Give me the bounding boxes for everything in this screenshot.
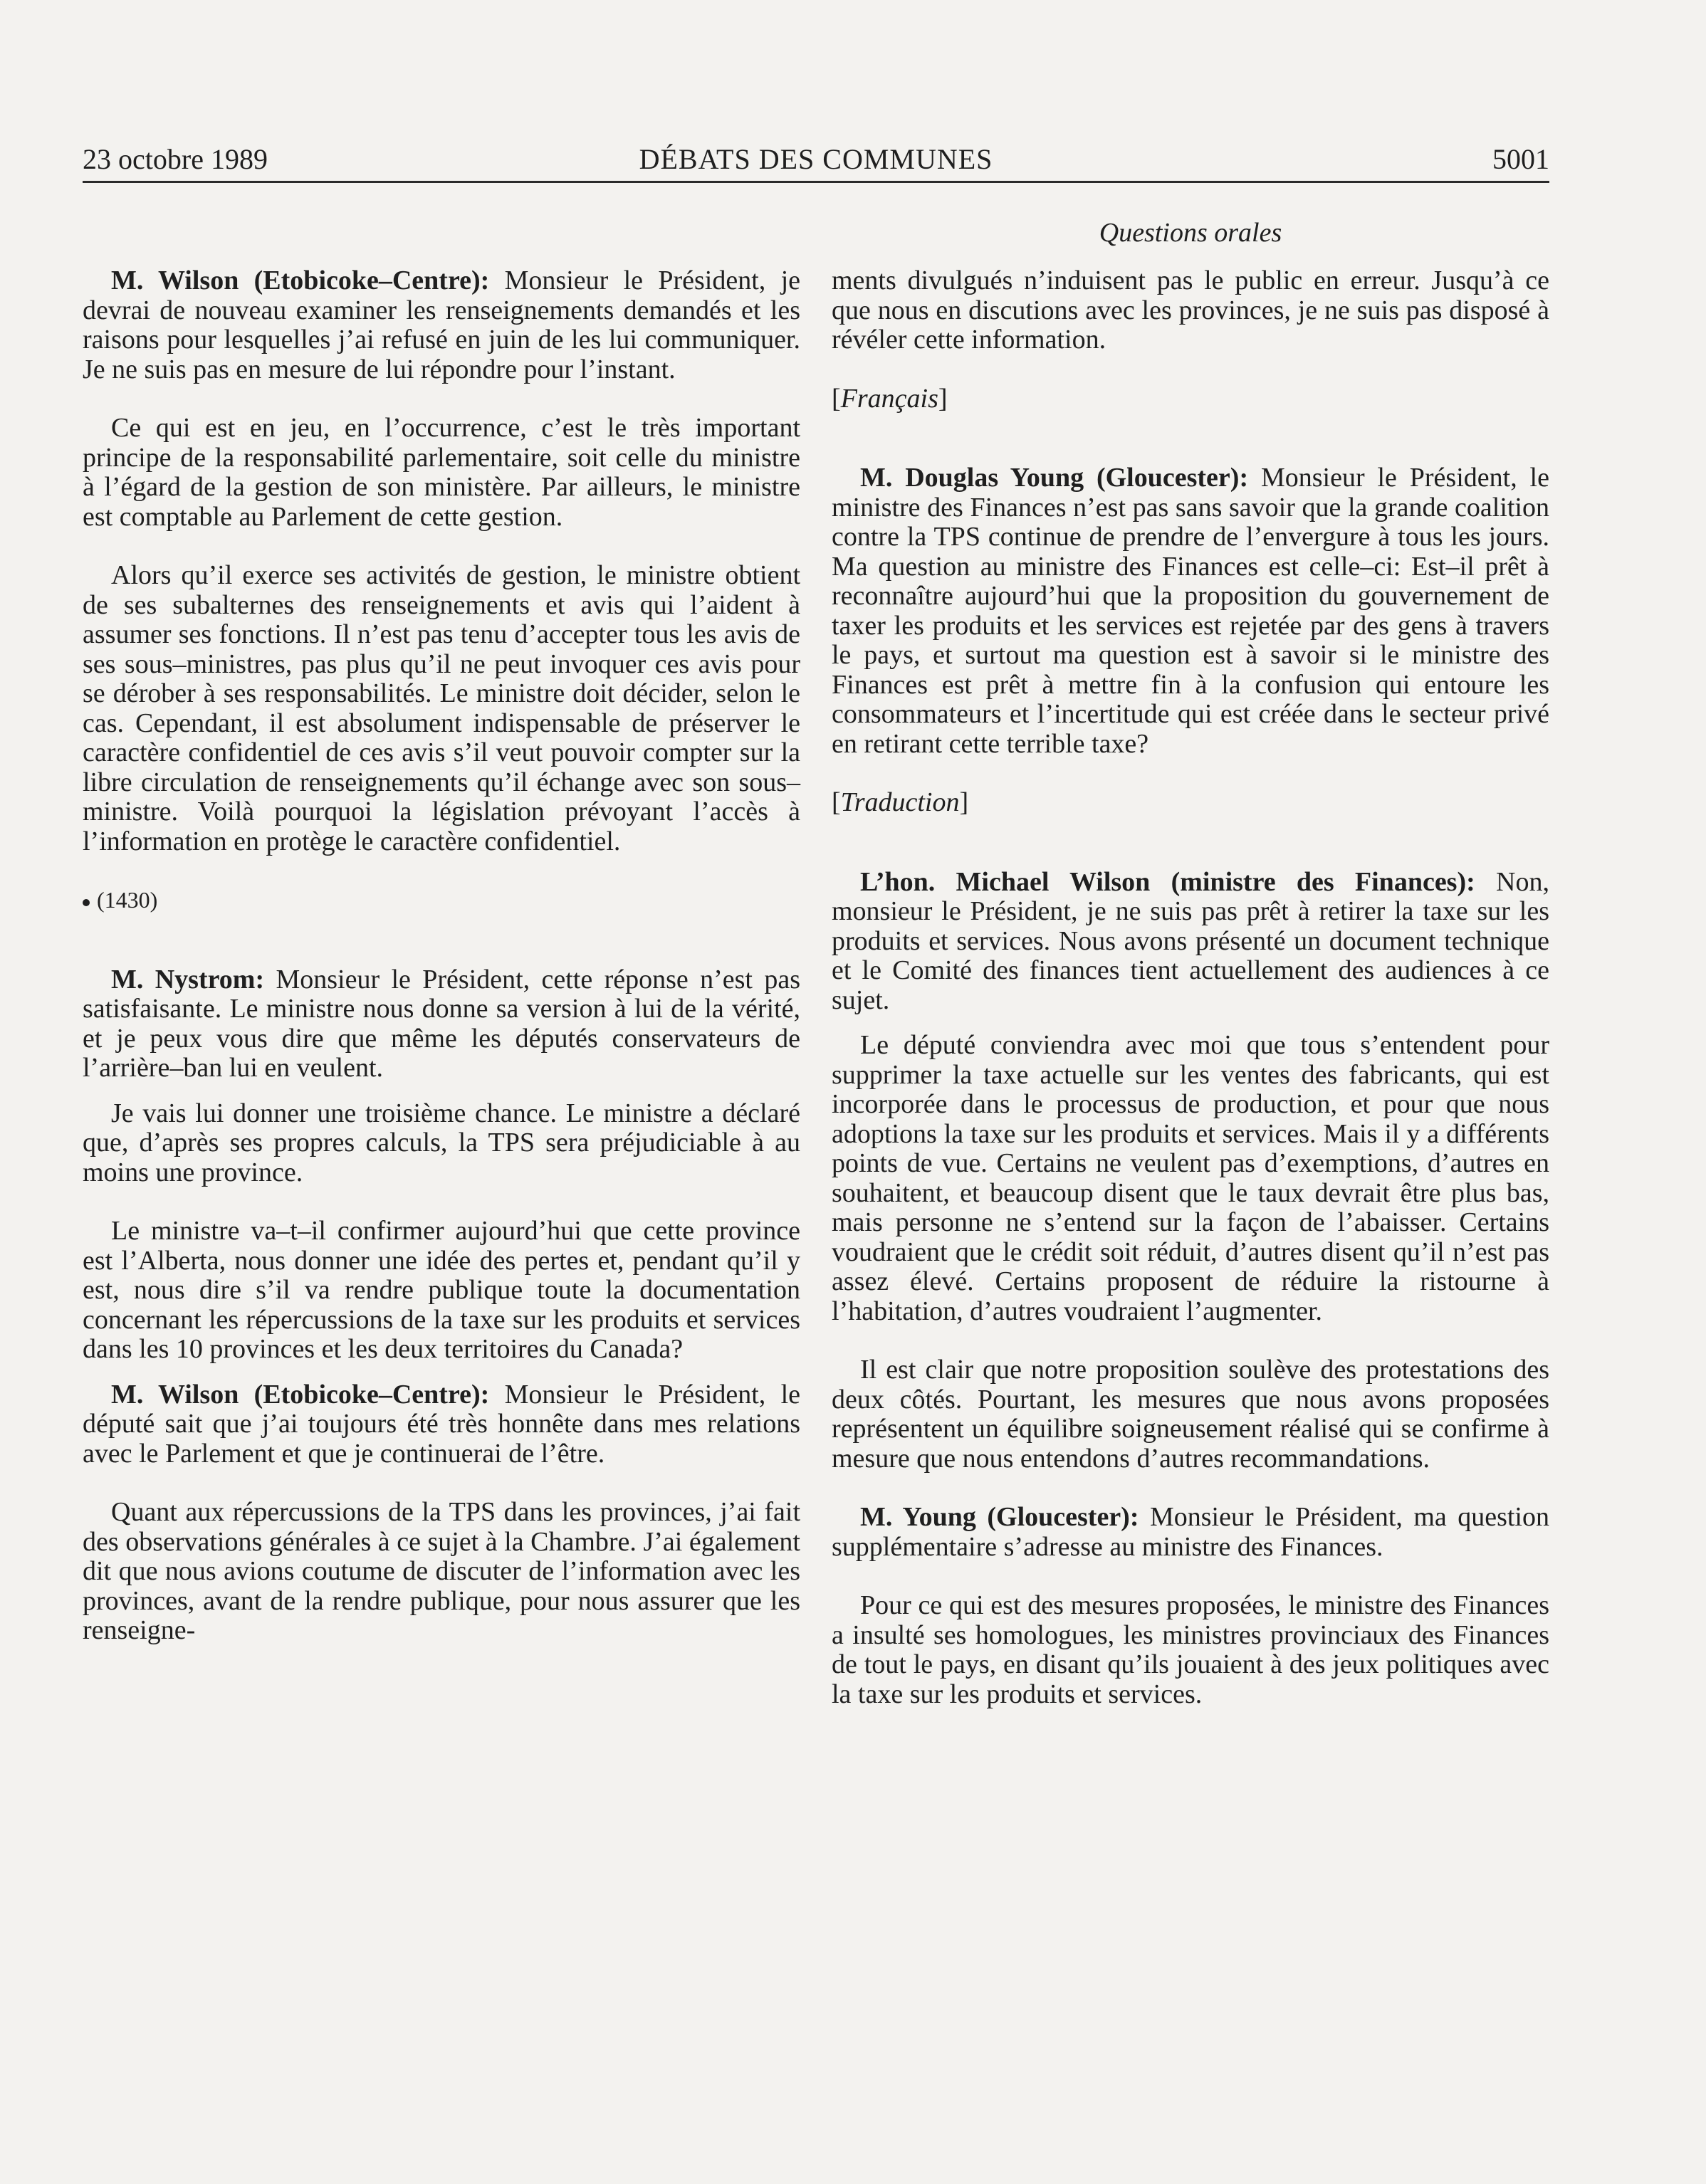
header-rule bbox=[83, 181, 1549, 183]
time-marker-text: (1430) bbox=[97, 887, 158, 913]
running-header bbox=[83, 140, 1549, 182]
paragraph bbox=[83, 266, 800, 384]
speaker-name: M. Wilson (Etobicoke–Centre): bbox=[111, 1379, 490, 1409]
paragraph: Quant aux répercussions de la TPS dans les provinces, j’ai fait des observations générales à ce sujet à la Chambre. J’ai également dit que nous avions coutume de discuter de l’information avec les provinces, avant de la rendre publique, pour nous assurer que les renseigne- bbox=[83, 1497, 800, 1645]
header-title: DÉBATS DES COMMUNES bbox=[639, 143, 993, 175]
paragraph: Je vais lui donner une troisième chance. Le ministre a déclaré que, d’après ses propres calculs, la TPS sera préjudiciable à au moins une province. bbox=[83, 1098, 800, 1187]
speech-text: Monsieur le Président, le ministre des Finances n’est pas sans savoir que la grande coalition contre la TPS continue de prendre de l’envergure à tous les jours. Ma question au ministre des Finances est celle–ci: Est–il prêt à reconnaître aujourd’hui que la proposition du gouvernement de taxer les produits et les services est rejetée par des gens à travers le pays, et surtout ma question est à savoir si le ministre des Finances est prêt à mettre fin à la confusion qui entoure les consommateurs et l’incertitude qui est créée dans le secteur privé en retirant cette terrible taxe? bbox=[832, 463, 1549, 759]
bracket-open: [ bbox=[832, 787, 841, 817]
paragraph: Pour ce qui est des mesures proposées, le ministre des Finances a insulté ses homologues, les ministres provinciaux des Finances de tout le pays, en disant qu’ils jouaient à des jeux politiques avec la taxe sur les produits et services. bbox=[832, 1590, 1549, 1709]
paragraph bbox=[832, 463, 1549, 759]
bracket-close: ] bbox=[938, 383, 948, 414]
language-marker bbox=[832, 788, 1549, 818]
speaker-name: M. Wilson (Etobicoke–Centre): bbox=[111, 266, 490, 295]
speech-text: Monsieur le Président, le député sait que j’ai toujours été très honnête dans mes relations avec le Parlement et que je continuerai de l’être. bbox=[83, 1379, 800, 1469]
bullet-icon bbox=[83, 899, 90, 906]
paragraph: Le député conviendra avec moi que tous s’entendent pour supprimer la taxe actuelle sur les ventes des fabricants, qui est incorporée dans le processus de production, et pour que nous adoptions la taxe sur les produits et services. Mais il y a différents points de vue. Certains ne veulent pas d’exemptions, d’autres en souhaitent, et beaucoup disent que le taux devrait être plus bas, mais personne ne s’entend sur la façon de l’abaisser. Certains voudraient que le crédit soit réduit, d’autres disent qu’il n’est pas assez élevé. Certains proposent de réduire la ristourne à l’habitation, d’autres voudraient l’augmenter. bbox=[832, 1030, 1549, 1326]
speaker-name: M. Young (Gloucester): bbox=[860, 1502, 1139, 1532]
paragraph bbox=[832, 1503, 1549, 1562]
language-name: Français bbox=[840, 383, 938, 414]
speech-text: Monsieur le Président, ma question supplémentaire s’adresse au ministre des Finances. bbox=[832, 1502, 1549, 1562]
paragraph bbox=[83, 965, 800, 1083]
speaker-name: M. Douglas Young (Gloucester): bbox=[860, 463, 1249, 493]
header-page-number: 5001 bbox=[1492, 143, 1549, 175]
paragraph: Alors qu’il exerce ses activités de gestion, le ministre obtient de ses subalternes des renseignements et avis qui l’aident à assumer ses fonctions. Il n’est pas tenu d’accepter tous les avis de ses sous–ministres, pas plus qu’il ne peut invoquer ces avis pour se dérober à ses responsabilités. Le ministre doit décider, selon le cas. Cependant, il est absolument indispensable de préserver le caractère confidentiel de ces avis s’il veut pouvoir compter sur la libre circulation de renseignements qu’il échange avec son sous–ministre. Voilà pourquoi la législation prévoyant l’accès à l’information en protège le caractère confidentiel. bbox=[83, 560, 800, 856]
speaker-name: M. Nystrom: bbox=[111, 964, 265, 994]
paragraph: Le ministre va–t–il confirmer aujourd’hui que cette province est l’Alberta, nous donner une idée des pertes et, pendant qu’il y est, nous dire s’il va rendre publique toute la documentation concernant les répercussions de la taxe sur les produits et services dans les 10 provinces et les deux territoires du Canada? bbox=[83, 1216, 800, 1364]
bracket-open: [ bbox=[832, 383, 841, 414]
speech-text: Monsieur le Président, je devrai de nouveau examiner les renseignements demandés et les raisons pour lesquelles j’ai refusé en juin de les lui communiquer. Je ne suis pas en mesure de lui répondre pour l’instant. bbox=[83, 266, 800, 384]
bracket-close: ] bbox=[959, 787, 969, 817]
paragraph bbox=[83, 1380, 800, 1469]
speaker-name: L’hon. Michael Wilson (ministre des Finances): bbox=[860, 866, 1475, 897]
header-date: 23 octobre 1989 bbox=[83, 143, 268, 175]
paragraph: Il est clair que notre proposition soulève des protestations des deux côtés. Pourtant, les mesures que nous avons proposées représentent un équilibre soigneusement réalisé qui se confirme à mesure que nous entendons d’autres recommandations. bbox=[832, 1355, 1549, 1474]
time-marker bbox=[83, 886, 800, 915]
paragraph-continued: ments divulgués n’induisent pas le public en erreur. Jusqu’à ce que nous en discutions avec les provinces, je ne suis pas disposé à révéler cette information. bbox=[832, 266, 1549, 355]
paragraph: Ce qui est en jeu, en l’occurrence, c’est le très important principe de la responsabilité parlementaire, soit celle du ministre à l’égard de la gestion de son ministère. Par ailleurs, le ministre est comptable au Parlement de cette gestion. bbox=[83, 413, 800, 532]
language-marker bbox=[832, 384, 1549, 414]
language-name: Traduction bbox=[840, 787, 960, 817]
speech-text: Non, monsieur le Président, je ne suis pas prêt à retirer la taxe sur les produits et services. Nous avons présenté un document technique et le Comité des finances tient actuellement des audiences à ce sujet. bbox=[832, 866, 1549, 1015]
section-label: Questions orales bbox=[1099, 218, 1282, 248]
paragraph bbox=[832, 868, 1549, 1016]
right-column bbox=[832, 266, 1549, 1738]
speech-text: Monsieur le Président, cette réponse n’est pas satisfaisante. Le ministre nous donne sa version à lui de la vérité, et je peux vous dire que même les députés conservateurs de l’arrière–ban lui en veulent. bbox=[83, 964, 800, 1083]
left-column bbox=[83, 266, 800, 1675]
